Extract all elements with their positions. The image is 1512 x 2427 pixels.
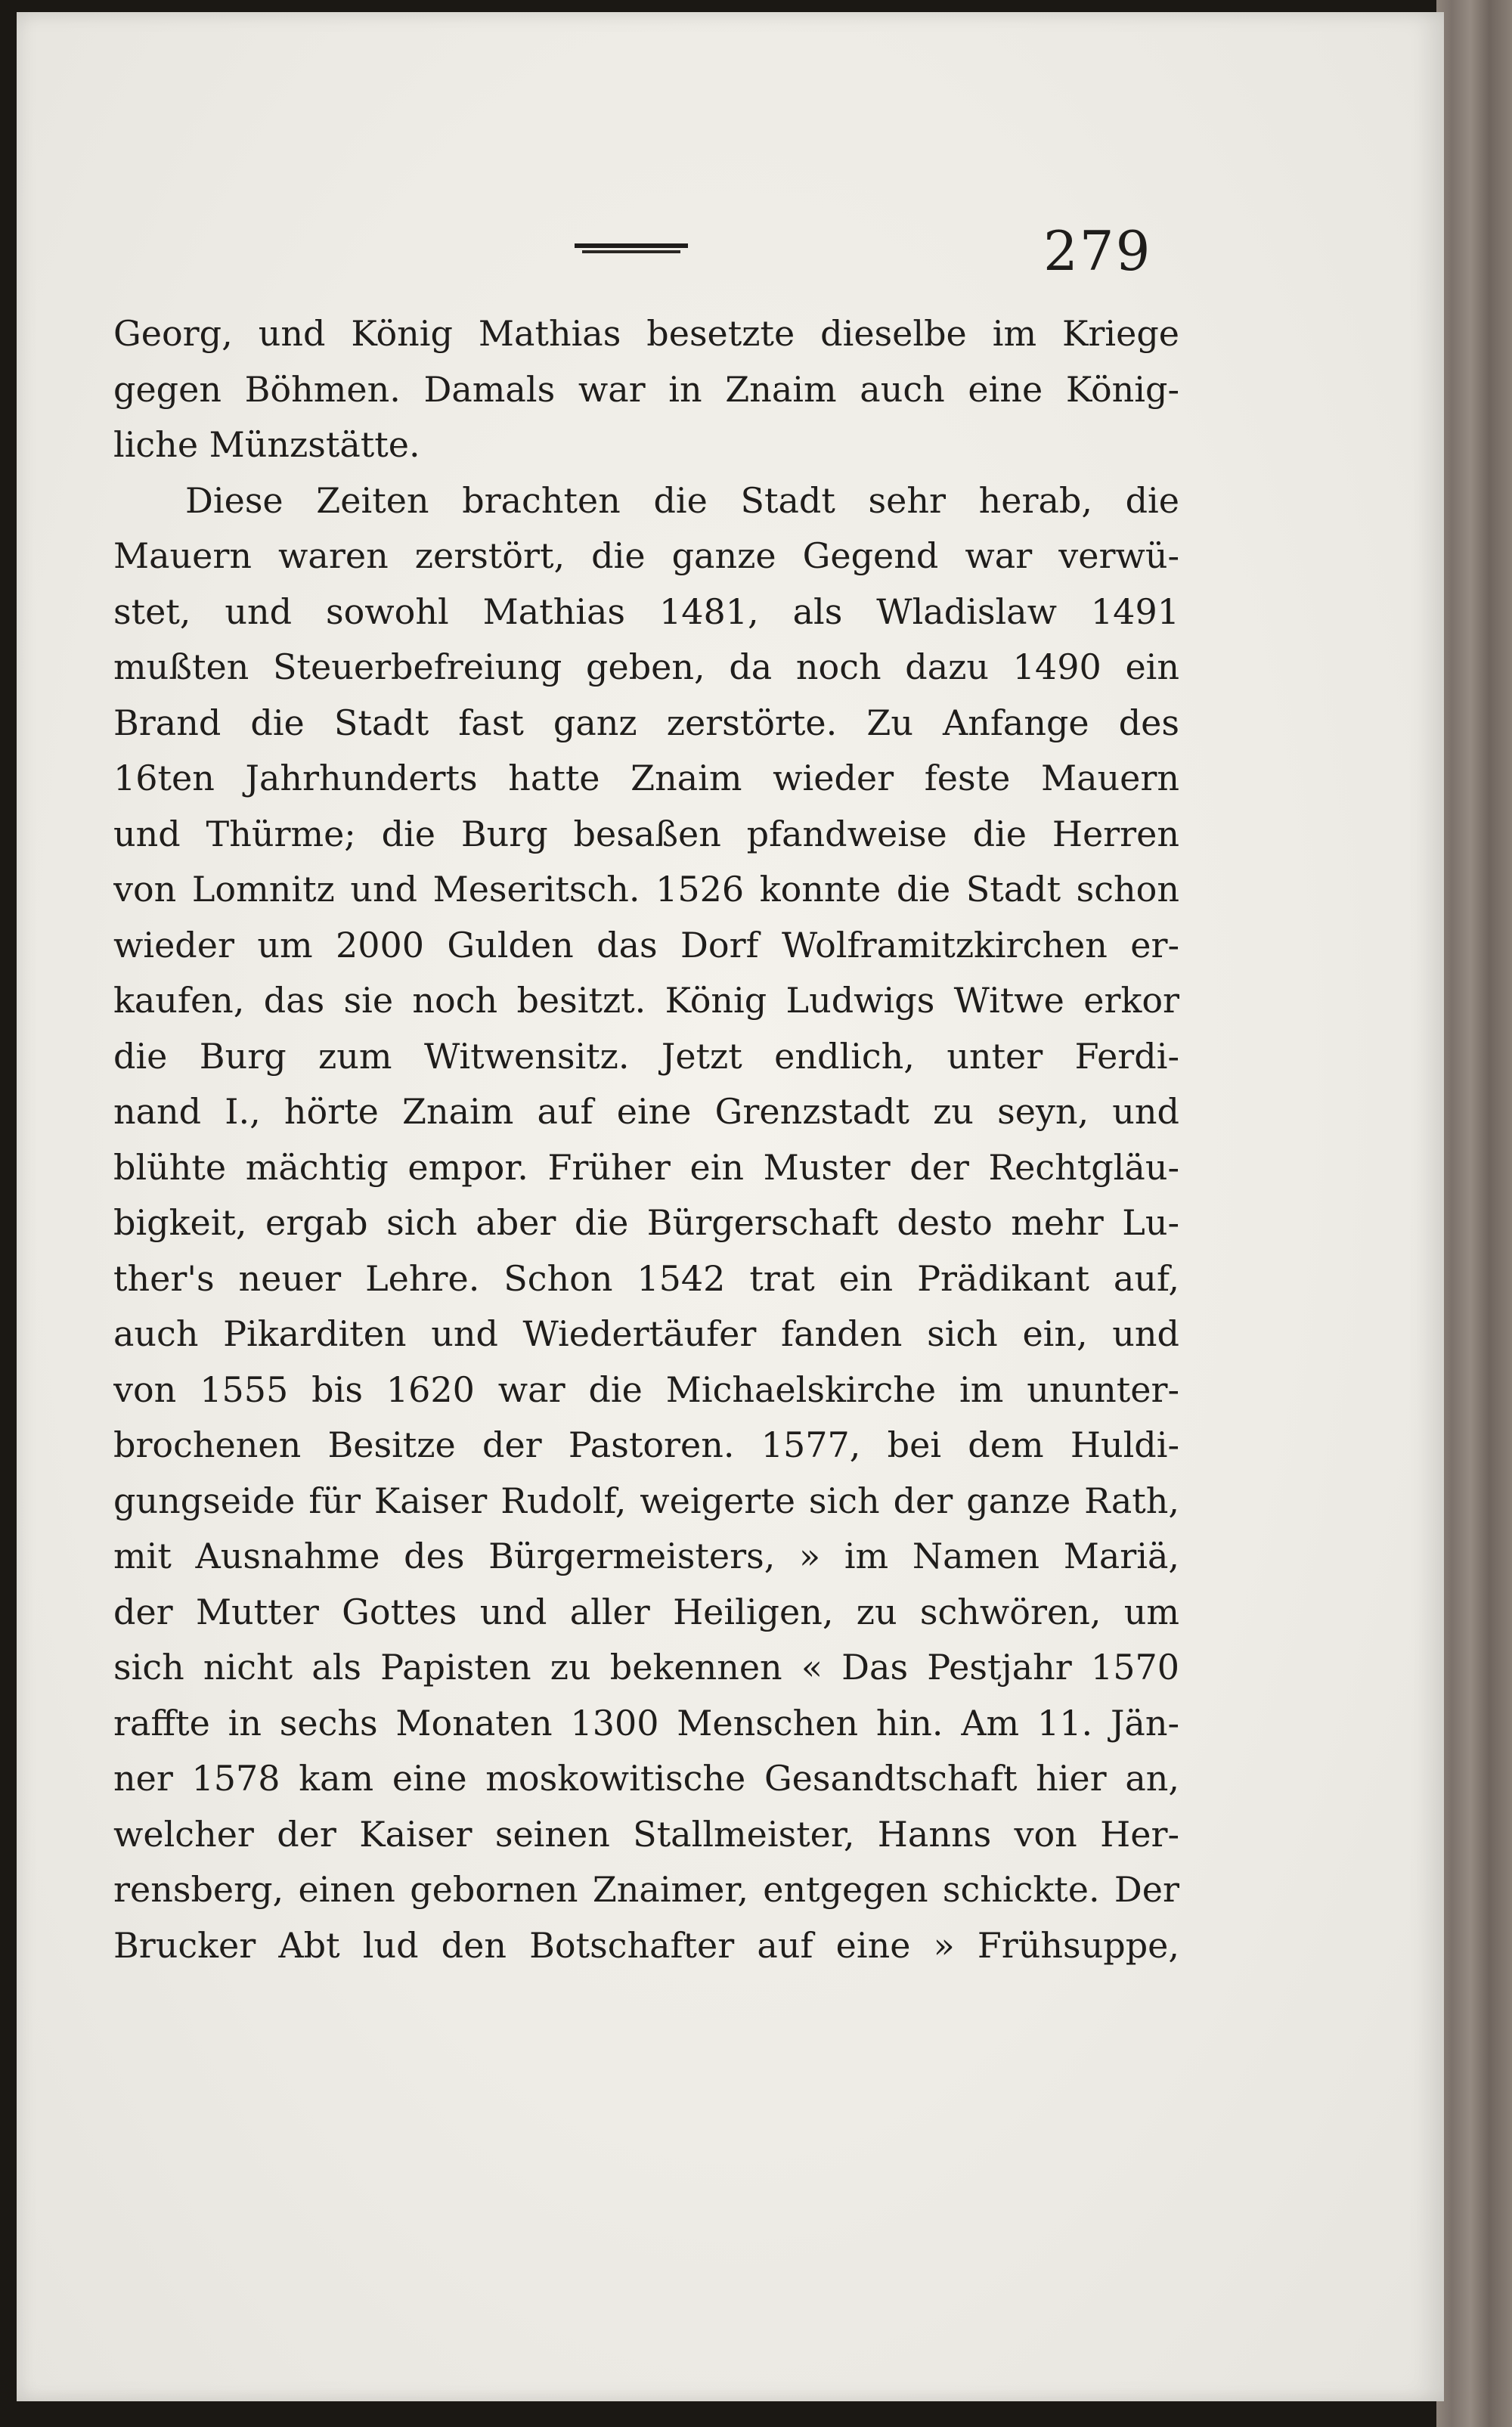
body-text — [113, 306, 1179, 1973]
text-line: brochenen Besitze der Pastoren. 1577, bei dem Huldi- — [113, 1424, 1179, 1465]
header-rule-thick — [575, 243, 688, 248]
text-line: Brand die Stadt fast ganz zerstörte. Zu Anfange des — [113, 702, 1179, 743]
text-line: Brucker Abt lud den Botschafter auf eine » Frühsuppe, — [113, 1924, 1179, 1966]
text-line: mußten Steuerbefreiung geben, da noch dazu 1490 ein — [113, 646, 1179, 687]
text-line: sich nicht als Papisten zu bekennen « Das Pestjahr 1570 — [113, 1647, 1179, 1688]
book-page-edge — [1436, 0, 1512, 2427]
text-line: ner 1578 kam eine moskowitische Gesandtschaft hier an, — [113, 1758, 1179, 1799]
text-line: 16ten Jahrhunderts hatte Znaim wieder feste Mauern — [113, 758, 1179, 798]
text-line: von 1555 bis 1620 war die Michaelskirche im ununter- — [113, 1368, 1179, 1410]
header-rule-thin — [582, 250, 680, 253]
text-line: von Lomnitz und Meseritsch. 1526 konnte die Stadt schon — [113, 869, 1179, 910]
text-line: bigkeit, ergab sich aber die Bürgerschaft desto mehr Lu- — [113, 1202, 1179, 1243]
text-line: raffte in sechs Monaten 1300 Menschen hin. Am 11. Jän- — [113, 1702, 1179, 1744]
header-rule — [575, 243, 688, 254]
text-line: auch Pikarditen und Wiedertäufer fanden sich ein, und — [113, 1313, 1179, 1354]
text-line: gegen Böhmen. Damals war in Znaim auch eine König- — [113, 368, 1179, 410]
text-line: liche Münzstätte. — [113, 424, 420, 465]
text-line: wieder um 2000 Gulden das Dorf Wolframitzkirchen er- — [113, 924, 1179, 966]
text-line: Diese Zeiten brachten die Stadt sehr herab, die — [185, 479, 1179, 521]
page-number: 279 — [1043, 219, 1152, 283]
text-line: stet, und sowohl Mathias 1481, als Wladislaw 1491 — [113, 590, 1179, 632]
text-line: der Mutter Gottes und aller Heiligen, zu schwören, um — [113, 1591, 1179, 1632]
text-line: kaufen, das sie noch besitzt. König Ludwigs Witwe erkor — [113, 980, 1179, 1021]
text-line: ther's neuer Lehre. Schon 1542 trat ein Prädikant auf, — [113, 1257, 1179, 1299]
text-line: mit Ausnahme des Bürgermeisters, » im Namen Mariä, — [113, 1536, 1179, 1576]
text-line: und Thürme; die Burg besaßen pfandweise die Herren — [113, 813, 1179, 854]
text-line: Mauern waren zerstört, die ganze Gegend war verwü- — [113, 535, 1179, 576]
text-line: welcher der Kaiser seinen Stallmeister, Hanns von Her- — [113, 1813, 1179, 1855]
text-line: nand I., hörte Znaim auf eine Grenzstadt zu seyn, und — [113, 1091, 1179, 1132]
text-line: Georg, und König Mathias besetzte dieselbe im Kriege — [113, 313, 1179, 354]
text-line: rensberg, einen gebornen Znaimer, entgegen schickte. Der — [113, 1869, 1179, 1910]
text-line: blühte mächtig empor. Früher ein Muster der Rechtgläu- — [113, 1146, 1179, 1188]
text-line: gungseide für Kaiser Rudolf, weigerte sich der ganze Rath, — [113, 1480, 1179, 1521]
text-line: die Burg zum Witwensitz. Jetzt endlich, unter Ferdi- — [113, 1035, 1179, 1077]
